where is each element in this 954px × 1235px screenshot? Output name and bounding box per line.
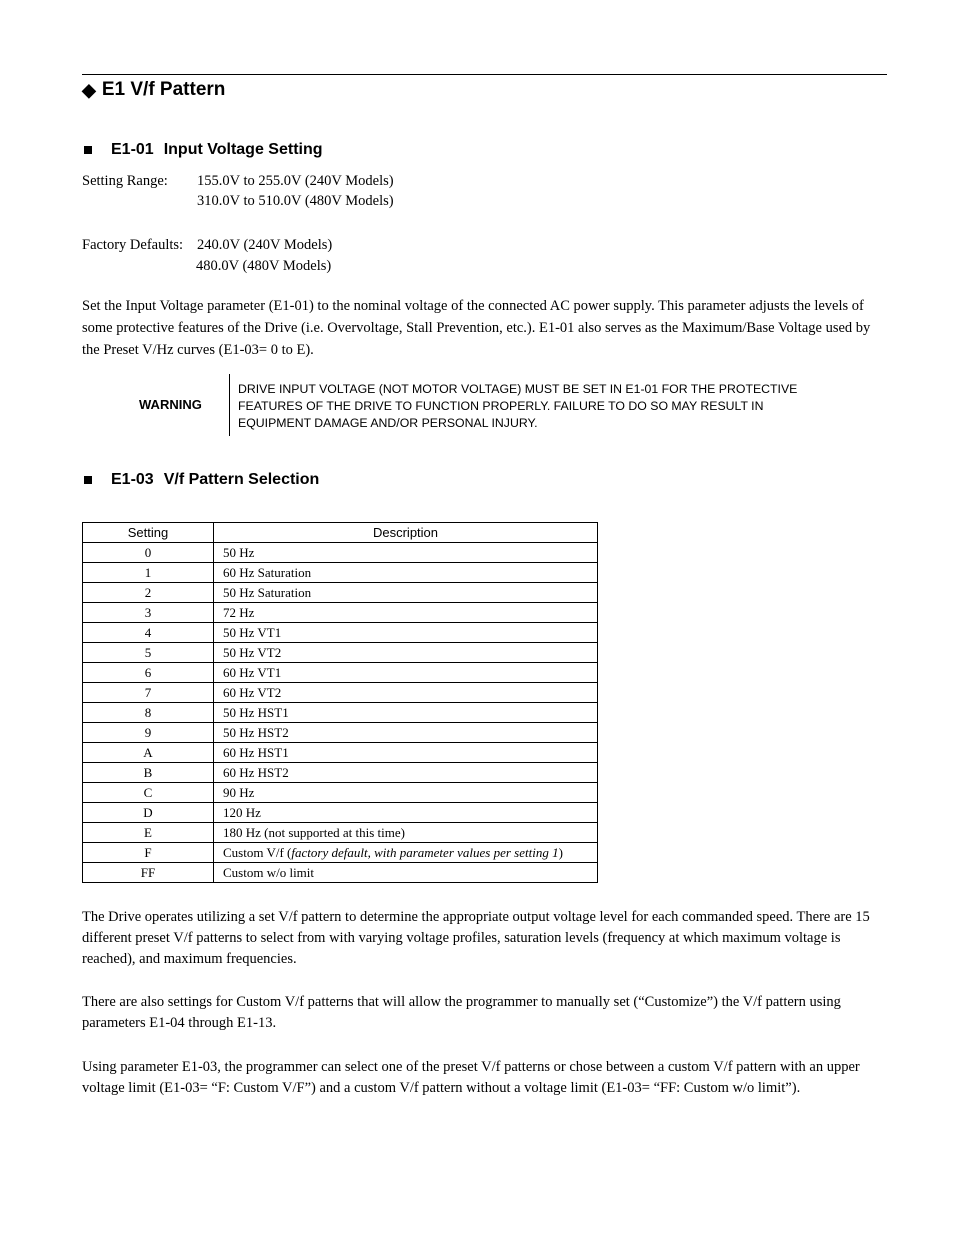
e1-03-paragraph-2: There are also settings for Custom V/f patterns that will allow the programmer to manually set (“Customize”) the V/f pattern using parameters E1-04 through E1-13. bbox=[82, 994, 841, 1031]
table-row bbox=[83, 623, 598, 643]
table-header-row bbox=[83, 523, 598, 543]
description-cell: 50 Hz HST2 bbox=[214, 723, 598, 743]
description-cell bbox=[214, 843, 598, 863]
setting-cell: F bbox=[83, 843, 214, 863]
setting-cell: D bbox=[83, 803, 214, 823]
vf-pattern-table bbox=[82, 522, 598, 883]
description-cell: 90 Hz bbox=[214, 783, 598, 803]
setting-cell: A bbox=[83, 743, 214, 763]
table-row bbox=[83, 823, 598, 843]
warning-line: DRIVE INPUT VOLTAGE (NOT MOTOR VOLTAGE) MUST BE SET IN E1-01 FOR THE PROTECTIVE bbox=[238, 382, 798, 396]
setting-cell: 7 bbox=[83, 683, 214, 703]
e1-03-param: E1-03 bbox=[111, 471, 154, 488]
description-text: Custom V/f ( bbox=[223, 845, 292, 860]
e1-03-title: V/f Pattern Selection bbox=[163, 471, 320, 488]
table-row bbox=[83, 803, 598, 823]
setting-cell: 9 bbox=[83, 723, 214, 743]
table-row bbox=[83, 763, 598, 783]
table-row bbox=[83, 743, 598, 763]
description-cell: Custom w/o limit bbox=[214, 863, 598, 883]
setting-cell: 5 bbox=[83, 643, 214, 663]
warning-text bbox=[238, 381, 878, 432]
description-column-header: Description bbox=[214, 523, 598, 543]
setting-cell: 8 bbox=[83, 703, 214, 723]
setting-range-value-1: 155.0V to 255.0V (240V Models) bbox=[197, 173, 394, 189]
e1-01-heading bbox=[82, 141, 323, 159]
description-cell: 60 Hz HST2 bbox=[214, 763, 598, 783]
warning-divider bbox=[229, 374, 230, 436]
setting-cell: 6 bbox=[83, 663, 214, 683]
setting-cell: C bbox=[83, 783, 214, 803]
e1-01-description: Set the Input Voltage parameter (E1-01) to the nominal voltage of the connected AC power supply. This parameter adjusts the levels of some protective features of the Drive (i.e. Overvoltage, Stall Prevention, etc.). E1-01 also serves as the Maximum/Base Voltage used by the Preset V/Hz curves (E1-03= 0 to E). bbox=[82, 298, 871, 358]
warning-line: FEATURES OF THE DRIVE TO FUNCTION PROPERLY. FAILURE TO DO SO MAY RESULT IN bbox=[238, 399, 764, 413]
setting-cell: B bbox=[83, 763, 214, 783]
description-cell: 60 Hz HST1 bbox=[214, 743, 598, 763]
e1-01-title: Input Voltage Setting bbox=[163, 141, 323, 158]
description-cell: 72 Hz bbox=[214, 603, 598, 623]
warning-line: EQUIPMENT DAMAGE AND/OR PERSONAL INJURY. bbox=[238, 416, 538, 430]
setting-cell: 1 bbox=[83, 563, 214, 583]
table-row bbox=[83, 703, 598, 723]
description-cell: 60 Hz VT1 bbox=[214, 663, 598, 683]
factory-default-value-1: 240.0V (240V Models) bbox=[197, 237, 333, 253]
e1-01-param: E1-01 bbox=[111, 141, 154, 158]
diamond-bullet-icon: ◆ bbox=[82, 80, 96, 100]
table-row bbox=[83, 783, 598, 803]
setting-cell: 4 bbox=[83, 623, 214, 643]
description-cell: 50 Hz bbox=[214, 543, 598, 563]
setting-cell: E bbox=[83, 823, 214, 843]
description-cell: 50 Hz VT1 bbox=[214, 623, 598, 643]
description-cell: 60 Hz Saturation bbox=[214, 563, 598, 583]
factory-defaults-label: Factory Defaults: bbox=[82, 237, 184, 253]
description-cell: 120 Hz bbox=[214, 803, 598, 823]
setting-range-value-2: 310.0V to 510.0V (480V Models) bbox=[197, 193, 394, 209]
square-bullet-icon bbox=[84, 146, 92, 154]
e1-03-heading bbox=[82, 471, 319, 489]
table-row bbox=[83, 543, 598, 563]
setting-column-header: Setting bbox=[83, 523, 214, 543]
description-cell: 180 Hz (not supported at this time) bbox=[214, 823, 598, 843]
top-rule bbox=[82, 74, 887, 75]
table-row bbox=[83, 563, 598, 583]
description-cell: 60 Hz VT2 bbox=[214, 683, 598, 703]
description-cell: 50 Hz Saturation bbox=[214, 583, 598, 603]
section-heading bbox=[82, 79, 225, 101]
table-row bbox=[83, 603, 598, 623]
setting-cell: 0 bbox=[83, 543, 214, 563]
e1-03-paragraph-1: The Drive operates utilizing a set V/f pattern to determine the appropriate output voltage level for each commanded speed. There are 15 different preset V/f patterns to select from with varying voltage profiles, saturation levels (frequency at which maximum voltage is reached), and maximum frequencies. bbox=[82, 909, 870, 967]
table-row bbox=[83, 683, 598, 703]
setting-cell: 2 bbox=[83, 583, 214, 603]
table-row bbox=[83, 863, 598, 883]
table-row bbox=[83, 843, 598, 863]
setting-range-label: Setting Range: bbox=[82, 173, 168, 189]
table-row bbox=[83, 663, 598, 683]
setting-cell: 3 bbox=[83, 603, 214, 623]
setting-cell: FF bbox=[83, 863, 214, 883]
description-text: ) bbox=[558, 845, 563, 860]
description-note: factory default, with parameter values per setting 1 bbox=[291, 845, 559, 860]
warning-label: WARNING bbox=[139, 397, 202, 412]
table-row bbox=[83, 723, 598, 743]
square-bullet-icon bbox=[84, 476, 92, 484]
factory-default-value-2: 480.0V (480V Models) bbox=[196, 258, 332, 274]
table-row bbox=[83, 643, 598, 663]
table-row bbox=[83, 583, 598, 603]
description-cell: 50 Hz VT2 bbox=[214, 643, 598, 663]
section-title: E1 V/f Pattern bbox=[101, 79, 226, 100]
e1-03-paragraph-3: Using parameter E1-03, the programmer can select one of the preset V/f patterns or chose between a custom V/f pattern with an upper voltage limit (E1-03= “F: Custom V/F”) and a custom V/f pattern without a voltage limit (E1-03= “FF: Custom w/o limit”). bbox=[82, 1059, 860, 1096]
description-cell: 50 Hz HST1 bbox=[214, 703, 598, 723]
